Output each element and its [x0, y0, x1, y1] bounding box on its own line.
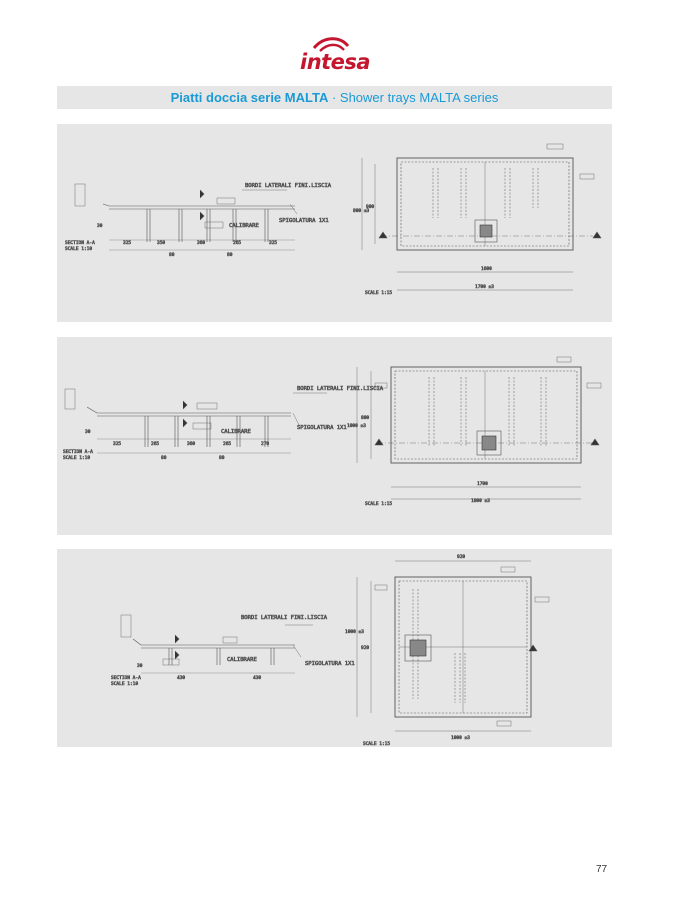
- technical-drawing-2: [57, 337, 612, 535]
- side-dim-1: 30: [97, 224, 103, 229]
- plan-length-total: 1000 ±3: [451, 736, 470, 741]
- side-dim-5: 265: [233, 241, 242, 246]
- side-dim-8: 80: [227, 253, 233, 258]
- side-dim-2: 325: [113, 442, 122, 447]
- plan-length: 920: [457, 555, 466, 560]
- edges-label: BORDI LATERALI FINI.LISCIA: [241, 615, 328, 621]
- plan-length: 1600: [481, 267, 492, 272]
- page-title-bar: [57, 86, 612, 109]
- plan-scale: SCALE 1:15: [365, 291, 393, 296]
- side-dim-3: 350: [157, 241, 166, 246]
- side-section-view: [75, 184, 297, 250]
- title-english: Shower trays MALTA series: [339, 90, 499, 105]
- brand-logo: [296, 34, 376, 80]
- side-dim-2: 430: [177, 676, 186, 681]
- edges-label: BORDI LATERALI FINI.LISCIA: [297, 386, 384, 392]
- section-label: SECTION A-A: [63, 450, 93, 455]
- side-scale-label: SCALE 1:10: [111, 682, 139, 687]
- drawing-panel-2: [57, 337, 612, 535]
- side-dim-1: 30: [137, 664, 143, 669]
- plan-width: 800: [361, 416, 370, 421]
- section-label: SECTION A-A: [65, 241, 95, 246]
- plan-length-total: 1800 ±3: [471, 499, 490, 504]
- page-number: 77: [596, 864, 608, 875]
- side-dim-6: 325: [269, 241, 278, 246]
- gauge-label: CALIBRARE: [229, 223, 259, 229]
- side-dim-8: 80: [219, 456, 225, 461]
- plan-width-total: 1000 ±3: [345, 630, 364, 635]
- brand-name: intesa: [300, 50, 371, 74]
- gauge-label: CALIBRARE: [227, 657, 257, 663]
- plan-width: 920: [361, 646, 370, 651]
- side-dim-2: 325: [123, 241, 132, 246]
- side-scale-label: SCALE 1:10: [63, 456, 91, 461]
- plan-view: [357, 357, 601, 499]
- side-dim-4: 360: [187, 442, 196, 447]
- plan-length: 1700: [477, 482, 488, 487]
- chamfer-label: SPIGOLATURA 1X1: [297, 425, 347, 431]
- side-scale-label: SCALE 1:10: [65, 247, 93, 252]
- side-dim-4: 360: [197, 241, 206, 246]
- side-dim-6: 270: [261, 442, 270, 447]
- side-section-view: [121, 615, 313, 673]
- plan-width-total: 1000 ±3: [347, 424, 366, 429]
- side-dim-5: 265: [223, 442, 232, 447]
- plan-view: [357, 561, 549, 731]
- plan-width-total: 800 ±3: [353, 209, 370, 214]
- technical-drawing-1: [57, 124, 612, 322]
- title-italian: Piatti doccia serie MALTA: [170, 90, 329, 105]
- plan-length-total: 1700 ±3: [475, 285, 494, 290]
- plan-width: 900: [366, 205, 375, 210]
- plan-scale: SCALE 1:15: [365, 502, 393, 507]
- drawing-panel-1: [57, 124, 612, 322]
- side-dim-3: 265: [151, 442, 160, 447]
- edges-label: BORDI LATERALI FINI.LISCIA: [245, 183, 332, 189]
- chamfer-label: SPIGOLATURA 1X1: [279, 218, 329, 224]
- side-dim-3: 430: [253, 676, 262, 681]
- section-label: SECTION A-A: [111, 676, 141, 681]
- title-separator: ·: [328, 90, 340, 105]
- side-dim-7: 80: [161, 456, 167, 461]
- side-dim-7: 80: [169, 253, 175, 258]
- gauge-label: CALIBRARE: [221, 429, 251, 435]
- drawing-panel-3: [57, 549, 612, 747]
- side-section-view: [65, 389, 327, 453]
- side-dim-1: 30: [85, 430, 91, 435]
- technical-drawing-3: [57, 549, 612, 747]
- chamfer-label: SPIGOLATURA 1X1: [305, 661, 355, 667]
- plan-scale: SCALE 1:15: [363, 742, 391, 747]
